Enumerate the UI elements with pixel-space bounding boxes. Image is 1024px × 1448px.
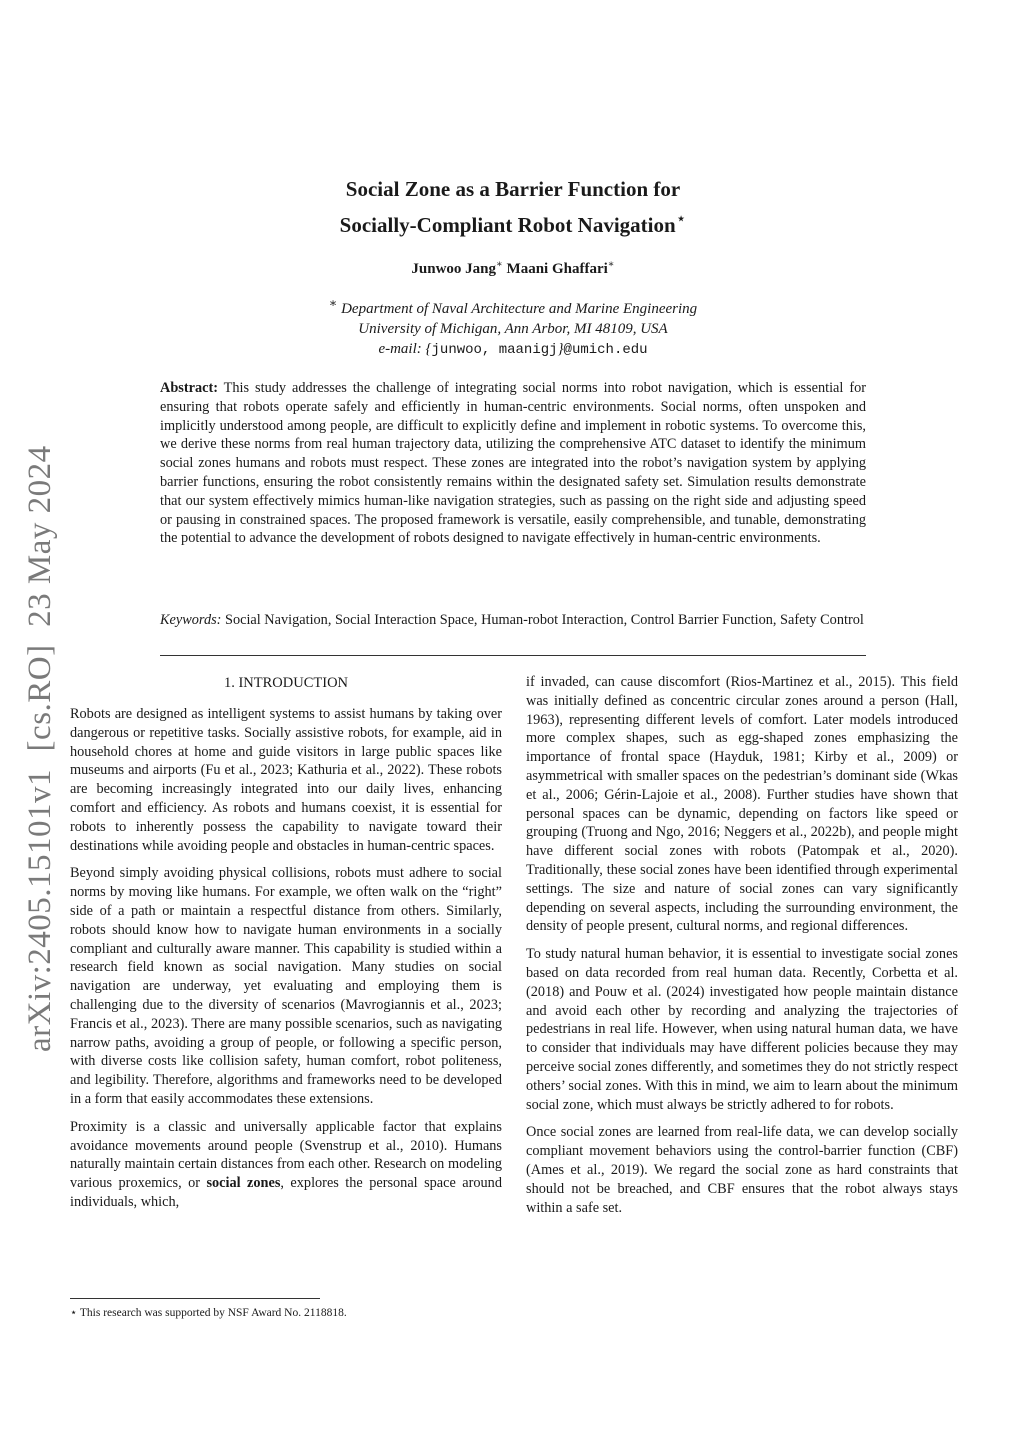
affiliation-dept: Department of Naval Architecture and Marine Engineering: [341, 301, 698, 317]
email-domain[interactable]: @umich.edu: [563, 342, 648, 358]
intro-paragraph-1: Robots are designed as intelligent systems to assist humans by taking over dangerous or repetitive tasks. Socially assistive robots, for example, aid in household chores at home and guide visitors in large public spaces like museums and airports (Fu et al., 2023; Kathuria et al., 2022). These robots are becoming increasingly integrated into our daily lives, enhancing comfort and efficiency. As robots and humans coexist, it is essential for robots to inherently possess the capability to navigate toward their destinations while avoiding people and obstacles in human-centric spaces.: [70, 706, 502, 854]
keywords-label: Keywords:: [160, 612, 222, 628]
affiliation: [160, 293, 866, 360]
footnote-divider: [70, 1298, 320, 1299]
affiliation-email-line: [160, 339, 866, 360]
title-footnote-mark: ⋆: [675, 209, 687, 228]
intro-paragraph-3-continued: if invaded, can cause discomfort (Rios-Martinez et al., 2015). This field was initially defined as concentric circular zones around a person (Hall, 1963), representing different levels of comfort. Later models introduced more complex shapes, such as egg-shaped zones emphasizing the importance of frontal space (Hayduk, 1981; Kirby et al., 2009) or asymmetrical with smaller spaces on the pedestrian’s dominant side (Wkas et al., 2006; Gérin-Lajoie et al., 2008). Further studies have shown that personal spaces can be dynamic, depending on factors like speed or grouping (Truong and Ngo, 2016; Neggers et al., 2022b), and people might have different social zones with robots (Patompak et al., 2020). Traditionally, these social zones have been identified through experimental settings. The size and nature of social zones can vary significantly depending on several aspects, including the surrounding environment, the density of people present, cultural norms, and regional differences.: [526, 674, 958, 935]
intro-paragraph-4: To study natural human behavior, it is essential to investigate social zones based on data recorded from real human data. Recently, Corbetta et al. (2018) and Pouw et al. (2024) investigated how people maintain distance and avoid each other by recording and analyzing the trajectories of pedestrians in real life. However, when using natural human data, we have to consider that individuals may have different policies because they may perceive social zones differently, and sometimes they do not strictly respect others’ social zones. With this in mind, we aim to learn about the minimum social zone, which must always be strictly adhered to for robots.: [526, 946, 958, 1113]
title-line-2: [160, 204, 866, 240]
author-1-mark: ∗: [496, 259, 503, 270]
section-heading-introduction: 1. INTRODUCTION: [223, 675, 349, 691]
column-left: [70, 673, 502, 1221]
paper-title: [160, 174, 866, 240]
intro-p3-end: , explores the personal space around individuals, which,: [70, 1175, 502, 1210]
term-social-zones: social zones: [206, 1175, 281, 1192]
affiliation-dept-line: [160, 293, 866, 319]
author-list: [160, 255, 866, 279]
email-label: e-mail:: [378, 341, 422, 357]
intro-paragraph-2: Beyond simply avoiding physical collisions, robots must adhere to social norms by moving like humans. For example, we often walk on the “right” side of a path or maintain a respectful distance from others. Similarly, robots should know how to navigate human environments in a socially compliant and culturally aware manner. This capability is studied within a research field known as social navigation. Many studies on social navigation are underway, yet evaluating and employing them is challenging due to the diversity of scenarios (Mavrogiannis et al., 2023; Francis et al., 2023). There are many possible scenarios, such as navigating narrow paths, avoiding a group of people, or following a specific person, with diverse costs like collision safety, human comfort, robot politeness, and legibility. Therefore, algorithms and frameworks need to be developed in a form that easily accommodates these extensions.: [70, 865, 502, 1107]
arxiv-identifier: arXiv:2405.15101v1 [cs.RO] 23 May 2024: [22, 445, 58, 1052]
footnote: [70, 1305, 347, 1321]
keywords: [160, 611, 866, 630]
keywords-text: Social Navigation, Social Interaction Space, Human-robot Interaction, Control Barrier Function, Safety Control: [225, 612, 864, 628]
abstract: [160, 379, 866, 548]
email-brace-open: {: [425, 341, 432, 357]
author-1: Junwoo Jang: [411, 261, 496, 277]
footnote-text: This research was supported by NSF Award No. 2118818.: [79, 1307, 347, 1319]
title-line-1: Social Zone as a Barrier Function for: [345, 177, 681, 201]
email-brace-close: }: [557, 341, 564, 357]
author-2: Maani Ghaffari: [506, 261, 608, 277]
column-right: [526, 673, 958, 1226]
title-line-2-text: Socially-Compliant Robot Navigation: [339, 213, 676, 237]
affiliation-univ: University of Michigan, Ann Arbor, MI 48109, USA: [358, 321, 668, 337]
intro-paragraph-5: Once social zones are learned from real-life data, we can develop socially compliant movement behaviors using the control-barrier function (CBF) (Ames et al., 2019). We regard the social zone as hard constraints that should not be breached, and CBF ensures that the robot always stays within a safe set.: [526, 1124, 958, 1216]
affiliation-mark: ∗: [328, 296, 338, 310]
footnote-mark: ⋆: [70, 1307, 78, 1319]
intro-paragraph-3: [70, 1118, 502, 1212]
author-2-mark: ∗: [607, 259, 615, 270]
abstract-text: This study addresses the challenge of integrating social norms into robot navigation, which is essential for ensuring that robots operate safely and efficiently in human-centric environments. Social norms, often unspoken and implicitly understood among people, are difficult to explicitly define and implement in robotic systems. To overcome this, we derive these norms from real human trajectory data, utilizing the comprehensive ATC dataset to identify the minimum social zones humans and robots must respect. These zones are integrated into the robot’s navigation system by applying barrier functions, ensuring the robot consistently remains within the designated safety set. Simulation results demonstrate that our system effectively mimics human-like navigation strategies, such as passing on the right side and adjusting speed or pausing in constrained spaces. The proposed framework is versatile, easily comprehensible, and tunable, demonstrating the potential to advance the development of robots designed to navigate effectively in human-centric environments.: [160, 380, 866, 547]
intro-p3-start: Proximity is a classic and universally applicable factor that explains avoidance movements around people (Svenstrup et al., 2010). Humans naturally maintain certain distances from each other. Research on modeling various proxemics, or: [70, 1118, 502, 1192]
email-users[interactable]: junwoo, maanigj: [431, 342, 558, 358]
header-divider: [160, 655, 866, 656]
abstract-label: Abstract:: [160, 380, 218, 396]
